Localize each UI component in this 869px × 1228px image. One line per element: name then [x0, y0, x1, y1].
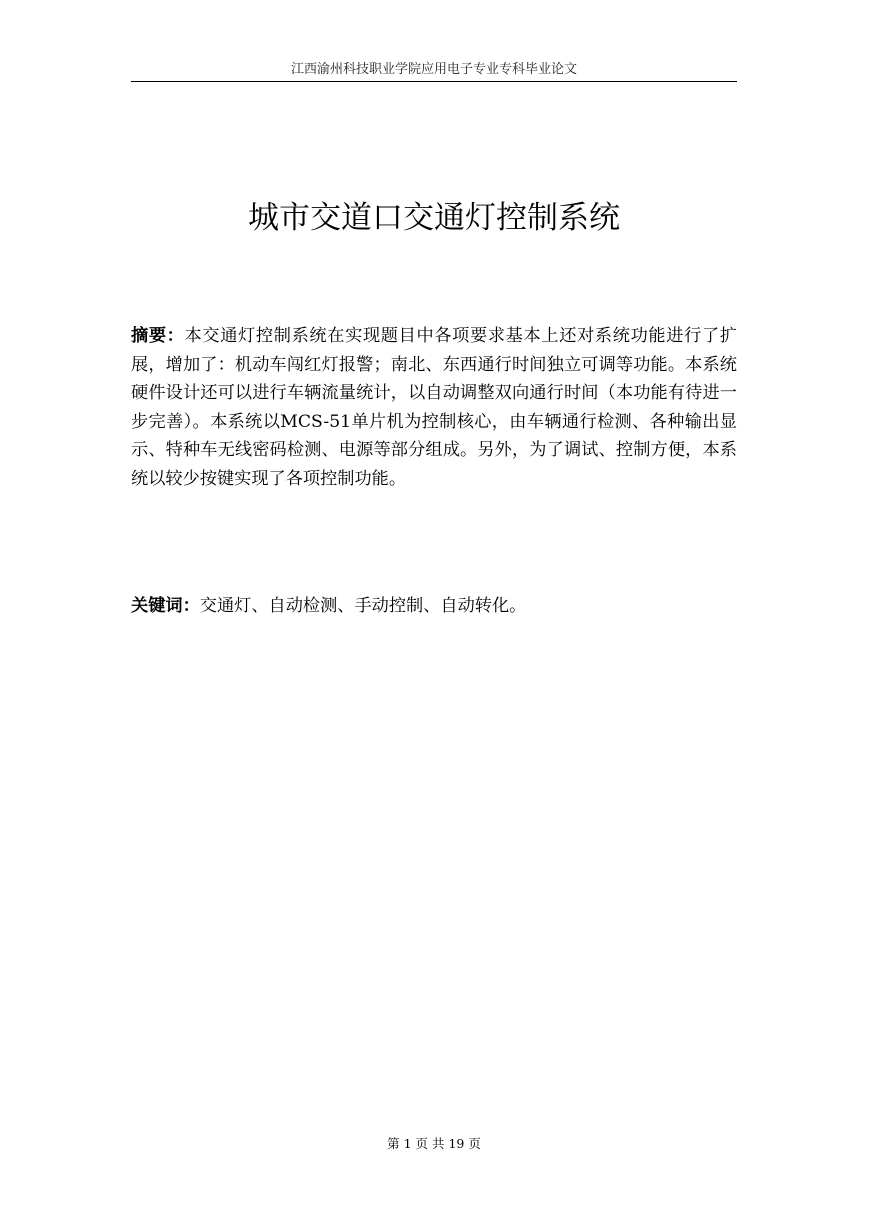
page-footer: 第 1 页 共 19 页: [387, 1136, 481, 1151]
running-header: 江西渝州科技职业学院应用电子专业专科毕业论文: [290, 62, 577, 77]
keywords-paragraph: [131, 592, 737, 620]
abstract-paragraph: [131, 322, 737, 494]
abstract-label: 摘要：: [131, 326, 185, 346]
header-rule: [131, 81, 737, 82]
keywords-text: 交通灯、自动检测、手动控制、自动转化。: [199, 596, 527, 616]
keywords-label: 关键词：: [131, 596, 200, 616]
document-title: 城市交道口交通灯控制系统: [248, 200, 620, 236]
abstract-text: 本交通灯控制系统在实现题目中各项要求基本上还对系统功能进行了扩展，增加了：机动车闯红灯报警；南北、东西通行时间独立可调等功能。本系统硬件设计还可以进行车辆流量统计，以自动调整双向通行时间（本功能有待进一步完善）。本系统以MCS-51单片机为控制核心，由车辆通行检测、各种输出显示、特种车无线密码检测、电源等部分组成。另外，为了调试、控制方便，本系统以较少按键实现了各项控制功能。: [131, 326, 737, 489]
